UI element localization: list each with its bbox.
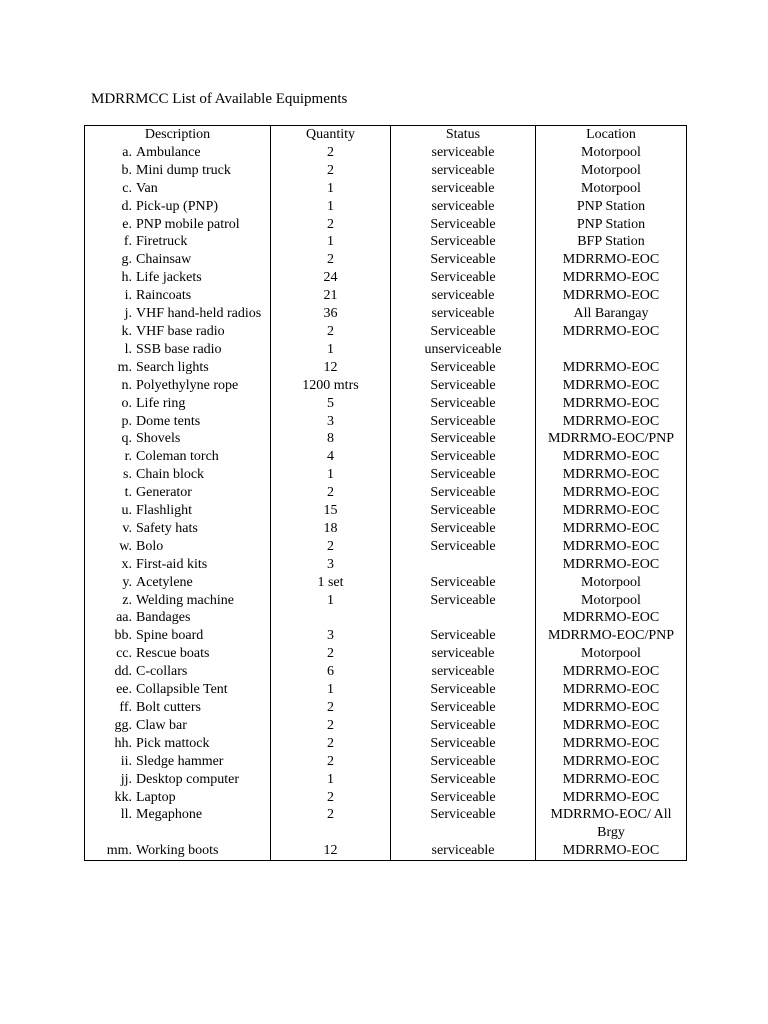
cell-status: serviceable [391, 162, 536, 180]
table-row [85, 609, 687, 627]
cell-description [85, 413, 271, 431]
item-letter: i. [124, 288, 132, 304]
cell-quantity: 12 [271, 842, 391, 860]
cell-location [536, 341, 687, 359]
cell-quantity: 36 [271, 305, 391, 323]
cell-description [85, 556, 271, 574]
cell-status: Serviceable [391, 627, 536, 645]
cell-status: unserviceable [391, 341, 536, 359]
cell-status: Serviceable [391, 538, 536, 556]
table-row [85, 520, 687, 538]
item-name: Dome tents [136, 413, 201, 429]
cell-location: MDRRMO-EOC/PNP [536, 627, 687, 645]
cell-status: serviceable [391, 287, 536, 305]
table-row [85, 806, 687, 842]
table-row [85, 484, 687, 502]
cell-status: Serviceable [391, 323, 536, 341]
item-letter: ll. [120, 807, 132, 823]
cell-status: serviceable [391, 180, 536, 198]
table-row [85, 287, 687, 305]
item-name: C-collars [136, 664, 188, 680]
cell-description [85, 538, 271, 556]
cell-quantity: 2 [271, 717, 391, 735]
item-letter: t. [124, 485, 132, 501]
item-name: Laptop [136, 789, 176, 805]
item-letter: ii. [120, 753, 132, 769]
cell-location: MDRRMO-EOC [536, 287, 687, 305]
item-letter: hh. [114, 735, 132, 751]
table-row [85, 180, 687, 198]
item-name: Bandages [136, 610, 191, 626]
item-name: Chainsaw [136, 252, 192, 268]
cell-status: Serviceable [391, 377, 536, 395]
cell-status: serviceable [391, 663, 536, 681]
cell-status [391, 556, 536, 574]
item-name: Mini dump truck [136, 162, 231, 178]
cell-description [85, 502, 271, 520]
cell-quantity: 2 [271, 162, 391, 180]
cell-quantity [271, 609, 391, 627]
cell-quantity: 2 [271, 323, 391, 341]
cell-location: MDRRMO-EOC [536, 502, 687, 520]
item-letter: k. [121, 323, 132, 339]
table-row [85, 216, 687, 234]
cell-quantity: 1200 mtrs [271, 377, 391, 395]
cell-status: serviceable [391, 144, 536, 162]
cell-status: Serviceable [391, 699, 536, 717]
column-header-location: Location [536, 126, 687, 144]
cell-quantity: 2 [271, 538, 391, 556]
cell-quantity: 24 [271, 269, 391, 287]
column-header-description: Description [85, 126, 271, 144]
item-letter: ee. [116, 682, 132, 698]
cell-location: MDRRMO-EOC [536, 520, 687, 538]
cell-quantity: 15 [271, 502, 391, 520]
item-letter: l. [124, 341, 132, 357]
cell-location: Motorpool [536, 180, 687, 198]
cell-description [85, 699, 271, 717]
cell-description [85, 395, 271, 413]
cell-location: MDRRMO-EOC [536, 717, 687, 735]
cell-location: MDRRMO-EOC [536, 413, 687, 431]
cell-status: Serviceable [391, 413, 536, 431]
cell-status: Serviceable [391, 484, 536, 502]
cell-status: Serviceable [391, 430, 536, 448]
cell-location: Motorpool [536, 144, 687, 162]
cell-quantity: 3 [271, 413, 391, 431]
item-name: Life ring [136, 395, 186, 411]
table-row [85, 341, 687, 359]
cell-description [85, 645, 271, 663]
item-letter: e. [122, 216, 132, 232]
table-row [85, 305, 687, 323]
item-name: Shovels [136, 431, 181, 447]
cell-quantity: 2 [271, 251, 391, 269]
item-name: Bolo [136, 538, 164, 554]
cell-quantity: 2 [271, 735, 391, 753]
cell-description [85, 430, 271, 448]
table-row [85, 144, 687, 162]
table-row [85, 430, 687, 448]
table-row [85, 842, 687, 860]
item-name: Working boots [136, 843, 219, 859]
item-letter: a. [122, 144, 132, 160]
cell-description [85, 681, 271, 699]
item-name: Bolt cutters [136, 700, 201, 715]
cell-description [85, 592, 271, 610]
cell-location: MDRRMO-EOC [536, 609, 687, 627]
cell-status: Serviceable [391, 789, 536, 807]
table-row [85, 717, 687, 735]
cell-description [85, 198, 271, 216]
item-name: Coleman torch [136, 449, 219, 465]
item-name: Claw bar [136, 717, 187, 733]
cell-description [85, 216, 271, 234]
table-row [85, 735, 687, 753]
cell-status: Serviceable [391, 216, 536, 234]
cell-status [391, 609, 536, 627]
cell-description [85, 287, 271, 305]
table-row [85, 466, 687, 484]
cell-quantity: 3 [271, 556, 391, 574]
table-row [85, 699, 687, 717]
cell-status: Serviceable [391, 269, 536, 287]
cell-location: MDRRMO-EOC [536, 359, 687, 377]
cell-description [85, 162, 271, 180]
cell-location: Motorpool [536, 645, 687, 663]
table-row [85, 198, 687, 216]
cell-description [85, 233, 271, 251]
cell-location: PNP Station [536, 198, 687, 216]
cell-location: MDRRMO-EOC/PNP [536, 430, 687, 448]
cell-status: serviceable [391, 198, 536, 216]
cell-location: BFP Station [536, 233, 687, 251]
column-header-quantity: Quantity [271, 126, 391, 144]
table-row [85, 251, 687, 269]
cell-status: serviceable [391, 842, 536, 860]
table-row [85, 556, 687, 574]
table-row [85, 413, 687, 431]
table-row [85, 377, 687, 395]
cell-quantity: 2 [271, 753, 391, 771]
cell-location: MDRRMO-EOC [536, 251, 687, 269]
cell-status: Serviceable [391, 806, 536, 842]
table-row [85, 753, 687, 771]
cell-quantity: 1 set [271, 574, 391, 592]
item-letter: g. [121, 252, 132, 268]
cell-status: Serviceable [391, 771, 536, 789]
cell-description [85, 806, 271, 842]
table-row [85, 538, 687, 556]
item-name: Sledge hammer [136, 753, 224, 769]
item-letter: aa. [116, 610, 132, 626]
cell-description [85, 627, 271, 645]
cell-status: Serviceable [391, 233, 536, 251]
item-name: Firetruck [136, 234, 188, 250]
item-letter: q. [121, 431, 132, 447]
table-row [85, 681, 687, 699]
cell-location: Motorpool [536, 162, 687, 180]
cell-quantity: 6 [271, 663, 391, 681]
item-name: First-aid kits [136, 556, 208, 572]
cell-status: Serviceable [391, 466, 536, 484]
cell-quantity: 3 [271, 627, 391, 645]
cell-description [85, 251, 271, 269]
cell-location: MDRRMO-EOC/ All Brgy [536, 806, 687, 842]
cell-description [85, 753, 271, 771]
cell-quantity: 1 [271, 341, 391, 359]
cell-description [85, 180, 271, 198]
cell-location: MDRRMO-EOC [536, 448, 687, 466]
cell-quantity: 2 [271, 216, 391, 234]
cell-status: Serviceable [391, 717, 536, 735]
cell-location: MDRRMO-EOC [536, 556, 687, 574]
item-letter: r. [124, 449, 132, 465]
cell-status: Serviceable [391, 592, 536, 610]
cell-quantity: 8 [271, 430, 391, 448]
cell-quantity: 1 [271, 233, 391, 251]
table-row [85, 502, 687, 520]
cell-location: MDRRMO-EOC [536, 663, 687, 681]
cell-description [85, 717, 271, 735]
cell-description [85, 789, 271, 807]
item-name: Chain block [136, 467, 205, 483]
cell-description [85, 520, 271, 538]
cell-quantity: 1 [271, 466, 391, 484]
item-name: Van [136, 180, 158, 196]
cell-status: Serviceable [391, 251, 536, 269]
cell-location: MDRRMO-EOC [536, 269, 687, 287]
cell-description [85, 448, 271, 466]
item-name: Collapsible Tent [136, 682, 228, 698]
cell-location: MDRRMO-EOC [536, 323, 687, 341]
table-row [85, 789, 687, 807]
cell-quantity: 2 [271, 699, 391, 717]
cell-description [85, 842, 271, 860]
item-letter: y. [122, 574, 132, 590]
cell-quantity: 1 [271, 681, 391, 699]
cell-location: MDRRMO-EOC [536, 842, 687, 860]
item-letter: v. [122, 520, 132, 536]
cell-description [85, 466, 271, 484]
item-letter: bb. [114, 628, 132, 644]
item-letter: kk. [114, 789, 132, 805]
item-letter: o. [121, 395, 132, 411]
column-header-status: Status [391, 126, 536, 144]
item-name: Ambulance [136, 144, 201, 160]
item-letter: cc. [116, 646, 132, 662]
cell-status: serviceable [391, 305, 536, 323]
item-letter: m. [117, 359, 132, 375]
table-row [85, 162, 687, 180]
cell-status: serviceable [391, 645, 536, 663]
cell-description [85, 484, 271, 502]
item-letter: mm. [106, 843, 132, 859]
equipment-table [84, 125, 687, 861]
table-row [85, 645, 687, 663]
cell-location: MDRRMO-EOC [536, 395, 687, 413]
item-name: Raincoats [136, 288, 192, 304]
cell-description [85, 305, 271, 323]
item-letter: s. [123, 467, 132, 483]
item-letter: d. [121, 198, 132, 214]
table-header-row [85, 126, 687, 144]
item-name: VHF base radio [136, 323, 225, 339]
cell-location: Motorpool [536, 574, 687, 592]
table-row [85, 269, 687, 287]
cell-status: Serviceable [391, 502, 536, 520]
item-name: Acetylene [136, 574, 193, 590]
cell-location: All Barangay [536, 305, 687, 323]
cell-status: Serviceable [391, 735, 536, 753]
cell-quantity: 12 [271, 359, 391, 377]
item-name: Polyethylyne rope [136, 377, 239, 393]
cell-description [85, 359, 271, 377]
item-letter: jj. [120, 771, 132, 787]
item-name: PNP mobile patrol [136, 216, 240, 232]
table-body [85, 144, 687, 861]
item-letter: gg. [114, 717, 132, 733]
table-row [85, 395, 687, 413]
cell-description [85, 771, 271, 789]
item-letter: z. [122, 592, 132, 608]
cell-status: Serviceable [391, 395, 536, 413]
cell-location: MDRRMO-EOC [536, 753, 687, 771]
item-letter: h. [121, 270, 132, 286]
cell-description [85, 609, 271, 627]
item-letter: w. [119, 538, 132, 554]
cell-location: MDRRMO-EOC [536, 735, 687, 753]
cell-description [85, 341, 271, 359]
cell-location: MDRRMO-EOC [536, 681, 687, 699]
item-name: Welding machine [136, 592, 235, 608]
cell-description [85, 574, 271, 592]
cell-location: MDRRMO-EOC [536, 538, 687, 556]
cell-quantity: 18 [271, 520, 391, 538]
page-title: MDRRMCC List of Available Equipments [91, 91, 348, 107]
cell-location: MDRRMO-EOC [536, 484, 687, 502]
cell-quantity: 21 [271, 287, 391, 305]
cell-status: Serviceable [391, 574, 536, 592]
item-name: Desktop computer [136, 771, 240, 787]
cell-description [85, 663, 271, 681]
cell-description [85, 323, 271, 341]
item-letter: c. [122, 180, 132, 196]
item-letter: f. [123, 234, 132, 250]
cell-quantity: 4 [271, 448, 391, 466]
table-row [85, 359, 687, 377]
table-row [85, 323, 687, 341]
cell-description [85, 269, 271, 287]
cell-quantity: 2 [271, 645, 391, 663]
cell-quantity: 2 [271, 789, 391, 807]
table-row [85, 627, 687, 645]
cell-quantity: 1 [271, 198, 391, 216]
table-row [85, 663, 687, 681]
item-name: Rescue boats [136, 646, 210, 662]
item-name: Search lights [136, 359, 209, 375]
item-name: Pick mattock [136, 735, 210, 751]
item-name: SSB base radio [136, 341, 222, 357]
item-letter: n. [121, 377, 132, 393]
cell-status: Serviceable [391, 359, 536, 377]
table-row [85, 574, 687, 592]
item-name: Safety hats [136, 520, 198, 536]
cell-location: MDRRMO-EOC [536, 377, 687, 395]
cell-location: PNP Station [536, 216, 687, 234]
item-name: Megaphone [136, 807, 203, 823]
cell-location: MDRRMO-EOC [536, 771, 687, 789]
cell-quantity: 1 [271, 771, 391, 789]
cell-quantity: 2 [271, 144, 391, 162]
cell-location: MDRRMO-EOC [536, 699, 687, 717]
table-row [85, 448, 687, 466]
table-row [85, 771, 687, 789]
table-row [85, 592, 687, 610]
item-letter: j. [124, 306, 132, 322]
item-letter: ff. [119, 700, 132, 715]
cell-description [85, 144, 271, 162]
item-letter: b. [121, 162, 132, 178]
item-name: VHF hand-held radios [136, 306, 262, 322]
cell-location: MDRRMO-EOC [536, 789, 687, 807]
cell-status: Serviceable [391, 448, 536, 466]
cell-location: Motorpool [536, 592, 687, 610]
table-row [85, 233, 687, 251]
cell-location: MDRRMO-EOC [536, 466, 687, 484]
cell-description [85, 735, 271, 753]
cell-quantity: 1 [271, 180, 391, 198]
item-name: Spine board [136, 628, 204, 644]
cell-quantity: 1 [271, 592, 391, 610]
cell-quantity: 2 [271, 484, 391, 502]
item-name: Generator [136, 485, 192, 501]
item-letter: u. [121, 503, 132, 519]
cell-status: Serviceable [391, 753, 536, 771]
cell-quantity: 2 [271, 806, 391, 842]
cell-status: Serviceable [391, 520, 536, 538]
item-name: Flashlight [136, 503, 193, 519]
item-letter: p. [121, 413, 132, 429]
item-name: Life jackets [136, 270, 202, 286]
item-name: Pick-up (PNP) [136, 198, 219, 214]
cell-status: Serviceable [391, 681, 536, 699]
cell-description [85, 377, 271, 395]
item-letter: x. [121, 556, 132, 572]
item-letter: dd. [114, 664, 132, 680]
cell-quantity: 5 [271, 395, 391, 413]
